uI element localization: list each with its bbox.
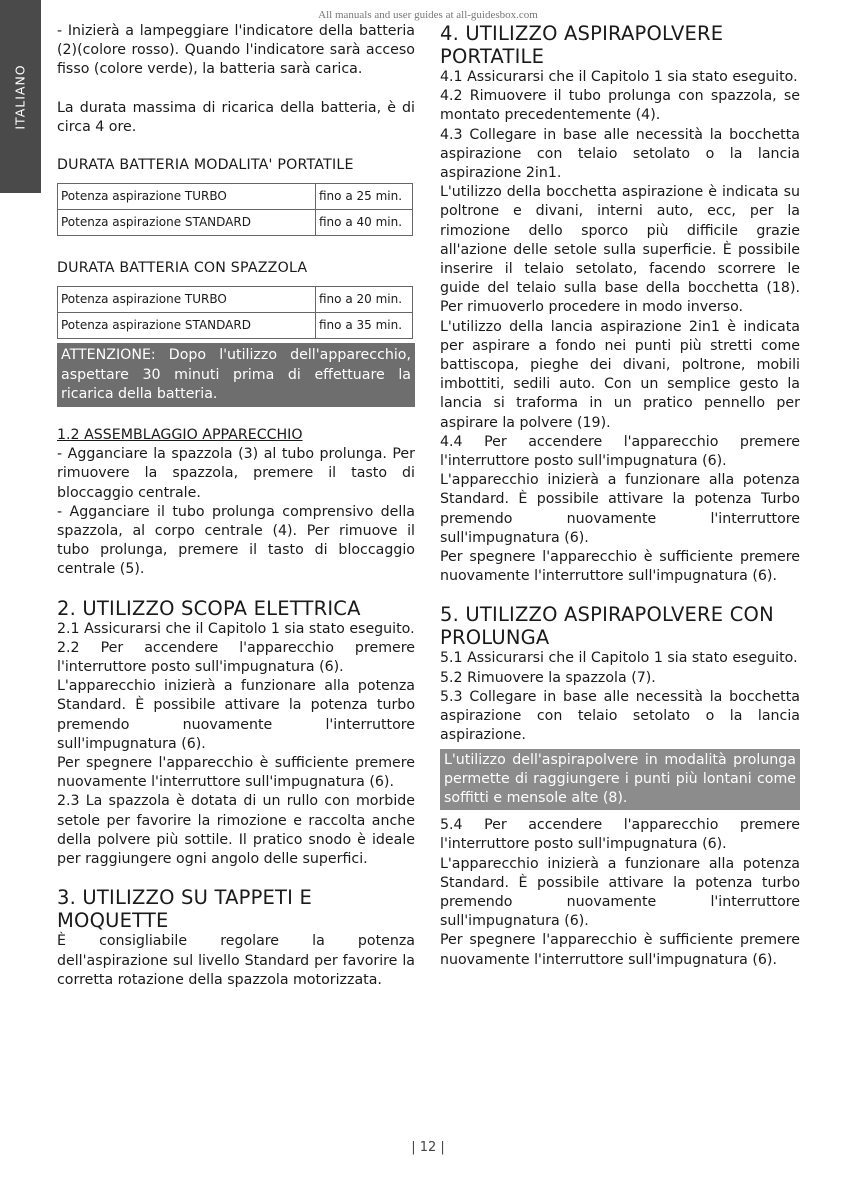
section-5-text: 5.4 Per accendere l'apparecchio premere l'interruttore posto sull'impugnatura (6).: [440, 817, 800, 853]
section-5-text: 5.1 Assicurarsi che il Capitolo 1 sia stato eseguito.: [440, 650, 798, 667]
table1-title: DURATA BATTERIA MODALITA' PORTATILE: [57, 157, 354, 174]
section-3-title: 3. UTILIZZO SU TAPPETI E MOQUETTE: [57, 886, 313, 933]
section-5-text: L'apparecchio inizierà a funzionare alla potenza Standard. È possibile attivare la potenza turbo premendo nuovamente l'interruttore sull'impugnatura (6).: [440, 855, 800, 930]
section-2-text: L'apparecchio inizierà a funzionare alla potenza Standard. È possibile attivare la potenza turbo premendo nuovamente l'interruttore sull'impugnatura (6).: [57, 678, 415, 752]
warning-box: ATTENZIONE: Dopo l'utilizzo dell'apparecchio, aspettare 30 minuti prima di effettuare la ricarica della batteria.: [57, 343, 415, 407]
section-4-text: Per spegnere l'apparecchio è sufficiente premere nuovamente l'interruttore sull'impugnatura (6).: [440, 549, 800, 585]
section-4-text: 4.1 Assicurarsi che il Capitolo 1 sia stato eseguito.: [440, 69, 798, 85]
section-2-text: 2.1 Assicurarsi che il Capitolo 1 sia stato eseguito.: [57, 620, 415, 637]
section-5-text: 5.3 Collegare in base alle necessità la bocchetta aspirazione con telaio setolato o la lancia aspirazione.: [440, 688, 800, 744]
language-tab-label: ITALIANO: [12, 64, 28, 130]
table-cell-time: fino a 40 min.: [316, 210, 413, 236]
section-4-text: 4.2 Rimuovere il tubo prolunga con spazzola, se montato precedentemente (4).: [440, 88, 800, 124]
section-5-text: Per spegnere l'apparecchio è sufficiente premere nuovamente l'interruttore sull'impugnatura (6).: [440, 932, 800, 968]
section-4-text: L'apparecchio inizierà a funzionare alla potenza Standard. È possibile attivare la potenza Turbo premendo nuovamente l'interruttore sull'impugnatura (6).: [440, 472, 800, 546]
table-row: [58, 210, 413, 236]
assembly-text-1: - Agganciare la spazzola (3) al tubo prolunga. Per rimuovere la spazzola, premere il tasto di bloccaggio centrale.: [57, 446, 415, 501]
section-5-text: 5.2 Rimuovere la spazzola (7).: [440, 669, 656, 686]
assembly-text-2: - Agganciare il tubo prolunga comprensivo della spazzola, al corpo centrale (4). Per rimuove il tubo prolunga, premere il tasto di bloccaggio centrale (5).: [57, 503, 415, 578]
charge-time-text: La durata massima di ricarica della batteria, è di circa 4 ore.: [57, 99, 415, 135]
assembly-title: 1.2 ASSEMBLAGGIO APPARECCHIO: [57, 427, 303, 444]
table-row: [58, 184, 413, 210]
battery-indicator-text: - Inizierà a lampeggiare l'indicatore della batteria (2)(colore rosso). Quando l'indicatore sarà acceso fisso (colore verde), la batteria sarà carica.: [57, 23, 415, 78]
section-2-text: 2.2 Per accendere l'apparecchio premere l'interruttore posto sull'impugnatura (6).: [57, 639, 415, 676]
battery-table-brush: [57, 286, 413, 339]
extension-note-box: L'utilizzo dell'aspirapolvere in modalità prolunga permette di raggiungere i punti più lontani come soffitti e mensole alte (8).: [440, 749, 800, 811]
table-cell-mode: Potenza aspirazione STANDARD: [58, 313, 316, 339]
section-2-text: 2.3 La spazzola è dotata di un rullo con morbide setole per favorire la rimozione e raccolta anche della polvere più sottile. Il pratico snodo è ideale per raggiungere ogni angolo delle superfici.: [57, 793, 415, 868]
battery-table-portable: [57, 183, 413, 236]
section-4-text: 4.4 Per accendere l'apparecchio premere l'interruttore posto sull'impugnatura (6).: [440, 433, 800, 470]
table-cell-time: fino a 35 min.: [316, 313, 413, 339]
section-5-title: 5. UTILIZZO ASPIRAPOLVERE CON PROLUNGA: [440, 603, 774, 650]
table-cell-mode: Potenza aspirazione TURBO: [58, 287, 316, 313]
table-cell-time: fino a 20 min.: [316, 287, 413, 313]
section-4-text: L'utilizzo della lancia aspirazione 2in1 è indicata per aspirare a fondo nei punti più stretti come battiscopa, pieghe dei divani, poltrone, mobili imbottiti, sedili auto. Con un semplice gesto la lancia si traforma in un pratico pennello per aspirare la polvere (19).: [440, 318, 800, 431]
section-2-text: Per spegnere l'apparecchio è sufficiente premere nuovamente l'interruttore sull'impugnatura (6).: [57, 755, 415, 791]
table-cell-mode: Potenza aspirazione STANDARD: [58, 210, 316, 236]
table2-title: DURATA BATTERIA CON SPAZZOLA: [57, 260, 308, 277]
section-4-title: 4. UTILIZZO ASPIRAPOLVERE PORTATILE: [440, 22, 724, 68]
table-cell-time: fino a 25 min.: [316, 184, 413, 210]
page-number: | 12 |: [411, 1140, 445, 1155]
right-column: [440, 22, 800, 970]
section-3-text: È consigliabile regolare la potenza dell'aspirazione sul livello Standard per favorire la corretta rotazione della spazzola motorizzata.: [57, 933, 415, 988]
table-cell-mode: Potenza aspirazione TURBO: [58, 184, 316, 210]
language-tab: [0, 0, 41, 193]
watermark: All manuals and user guides at all-guidesbox.com: [318, 9, 538, 21]
section-4-text: 4.3 Collegare in base alle necessità la bocchetta aspirazione con telaio setolato o la lancia aspirazione 2in1.: [440, 126, 800, 182]
left-column: [57, 22, 415, 990]
table-row: [58, 313, 413, 339]
section-4-text: L'utilizzo della bocchetta aspirazione è indicata su poltrone e divani, interni auto, ecc, per la rimozione dello sporco più difficile grazie all'azione delle setole sulla superficie. È possibile inserire il telaio setolato, facendo scorrere le guide del telaio sulla base della bocchetta (18). Per rimuoverlo procedere in modo inverso.: [440, 184, 800, 316]
table-row: [58, 287, 413, 313]
section-2-title: 2. UTILIZZO SCOPA ELETTRICA: [57, 596, 361, 620]
